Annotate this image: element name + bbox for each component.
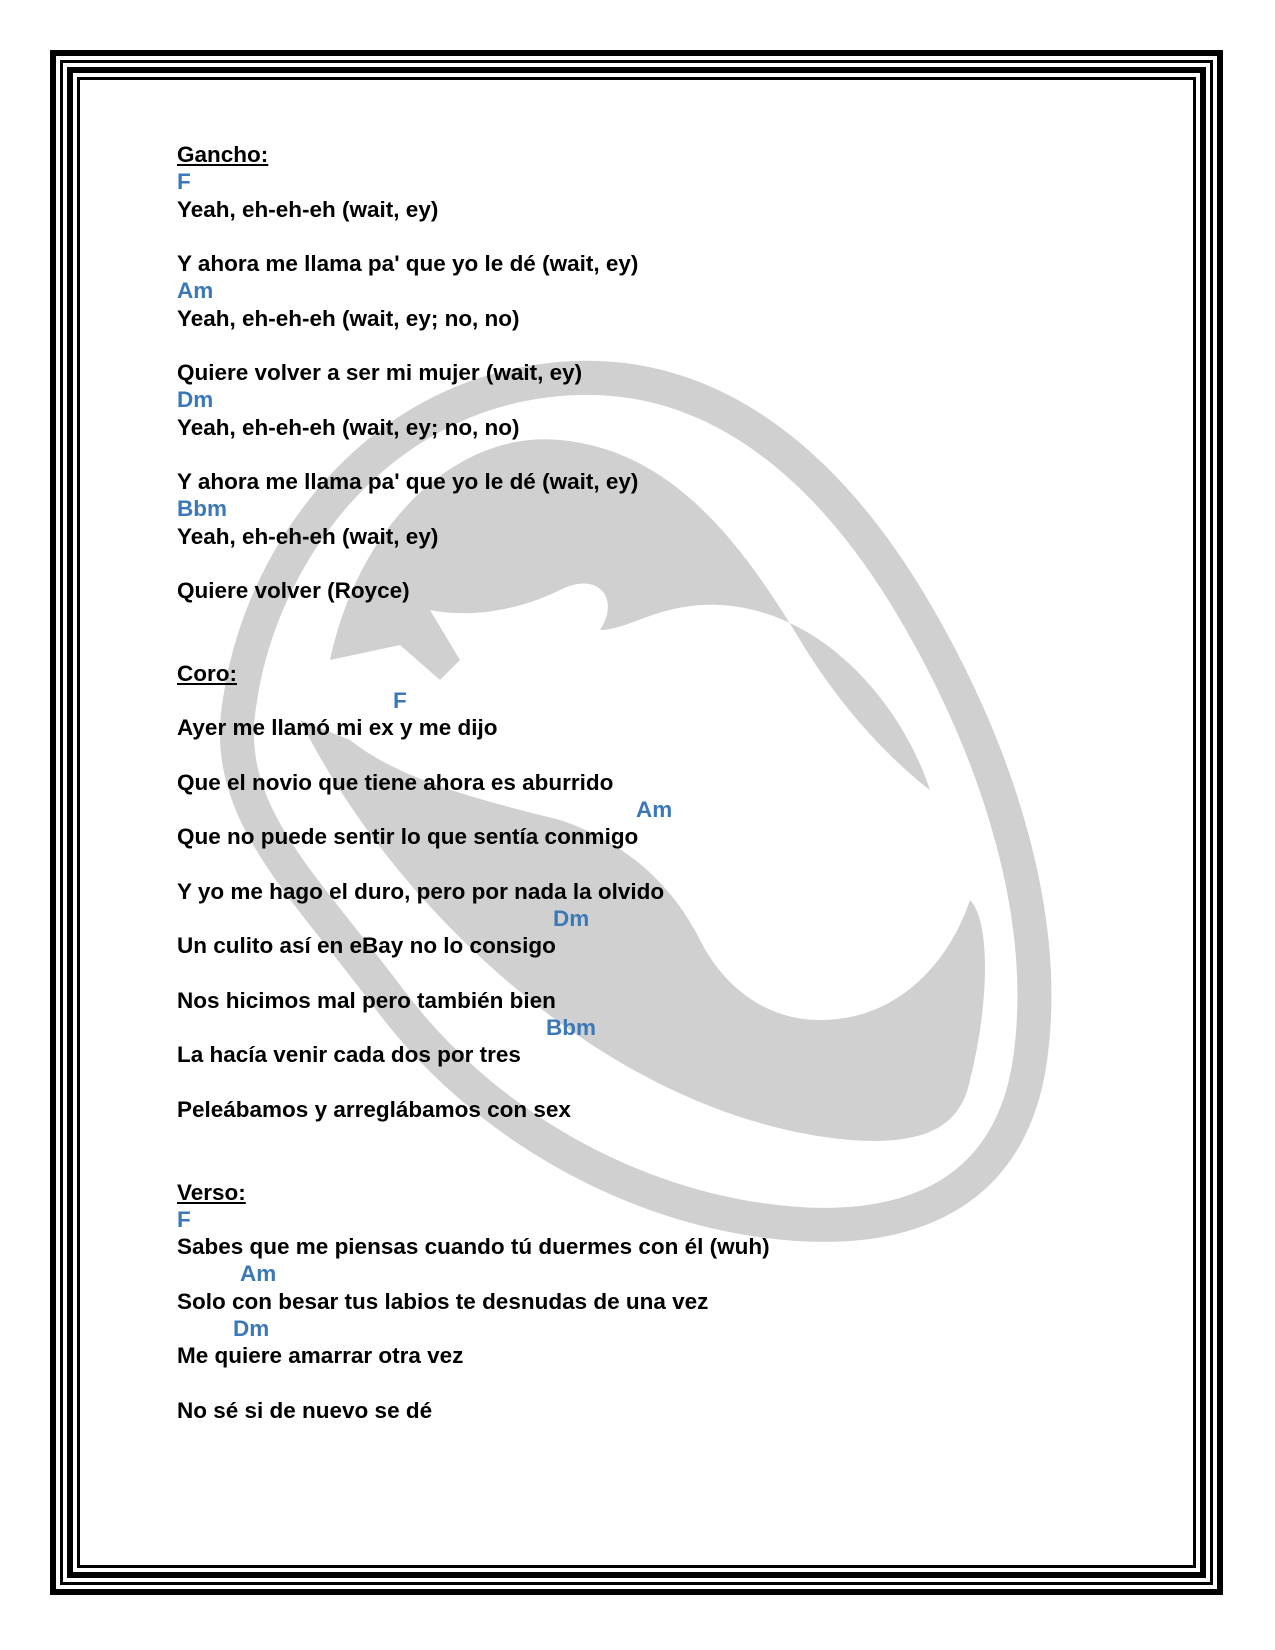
lyric-line: Ayer me llamó mi ex y me dijo — [177, 715, 498, 740]
chord-label: Am — [636, 797, 673, 822]
chord-label: Dm — [553, 906, 590, 931]
lyric-line: La hacía venir cada dos por tres — [177, 1042, 521, 1067]
lyric-line: Y yo me hago el duro, pero por nada la olvido — [177, 879, 665, 904]
chord-label: F — [177, 1207, 191, 1232]
chord-label: F — [393, 688, 407, 713]
lyric-line: Peleábamos y arreglábamos con sex — [177, 1097, 571, 1122]
lyric-line: Un culito así en eBay no lo consigo — [177, 933, 556, 958]
lyric-line: Quiere volver a ser mi mujer (wait, ey) — [177, 360, 583, 385]
lyric-line: Y ahora me llama pa' que yo le dé (wait, ey) — [177, 469, 639, 494]
section-heading-verso: Verso: — [177, 1180, 246, 1205]
chord-label: Bbm — [546, 1015, 596, 1040]
lyric-line: Me quiere amarrar otra vez — [177, 1343, 464, 1368]
lyric-line: Solo con besar tus labios te desnudas de una vez — [177, 1289, 709, 1314]
section-heading-coro: Coro: — [177, 661, 237, 686]
lyric-line: Quiere volver (Royce) — [177, 578, 410, 603]
lyric-line: Que no puede sentir lo que sentía conmigo — [177, 824, 639, 849]
guitar-pick-watermark-icon — [200, 360, 1070, 1280]
lyric-line: Yeah, eh-eh-eh (wait, ey) — [177, 197, 439, 222]
chord-label: Dm — [177, 387, 214, 412]
section-heading-gancho: Gancho: — [177, 142, 269, 167]
lyric-line: Y ahora me llama pa' que yo le dé (wait, ey) — [177, 251, 639, 276]
lyric-line: No sé si de nuevo se dé — [177, 1398, 433, 1423]
lyric-line: Que el novio que tiene ahora es aburrido — [177, 770, 614, 795]
chord-label: Dm — [233, 1316, 270, 1341]
lyric-line: Yeah, eh-eh-eh (wait, ey; no, no) — [177, 415, 520, 440]
chord-label: F — [177, 169, 191, 194]
lyric-line: Yeah, eh-eh-eh (wait, ey) — [177, 524, 439, 549]
lyric-line: Yeah, eh-eh-eh (wait, ey; no, no) — [177, 306, 520, 331]
lyric-line: Nos hicimos mal pero también bien — [177, 988, 556, 1013]
lyric-line: Sabes que me piensas cuando tú duermes con él (wuh) — [177, 1234, 770, 1259]
chord-label: Bbm — [177, 496, 227, 521]
chord-label: Am — [240, 1261, 277, 1286]
chord-label: Am — [177, 278, 214, 303]
